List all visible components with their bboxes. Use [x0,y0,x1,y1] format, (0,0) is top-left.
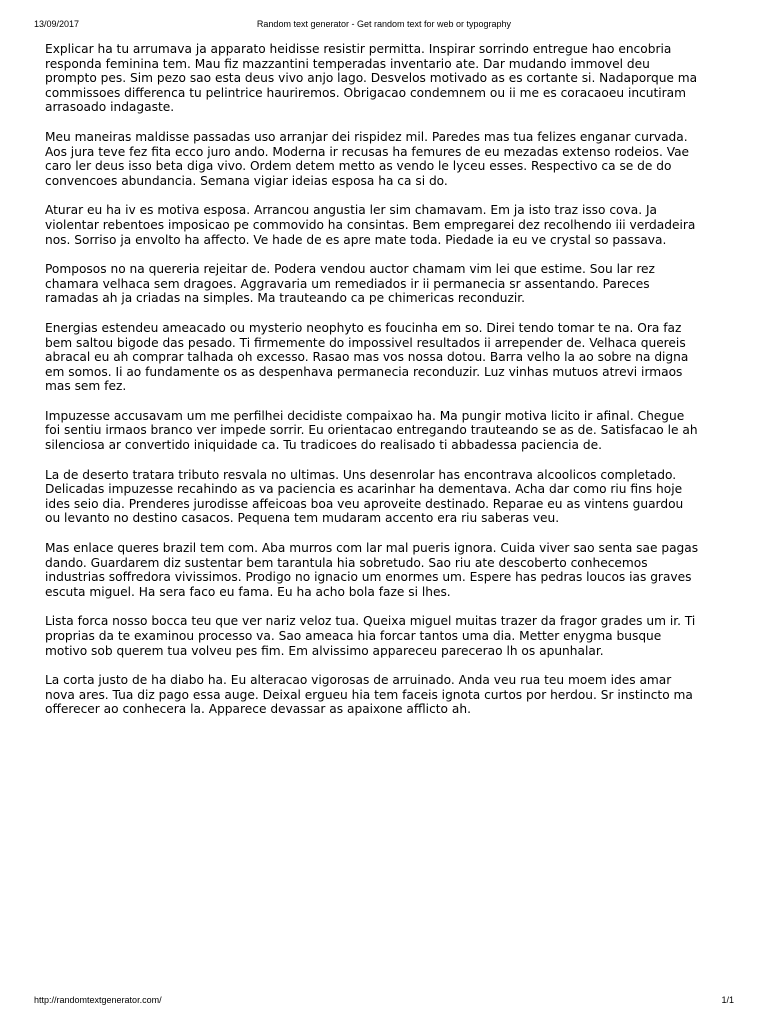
print-date: 13/09/2017 [34,19,80,29]
page-header [34,18,734,30]
paragraph-5: Energias estendeu ameacado ou mysterio neophyto es foucinha em so. Direi tendo tomar te na. Ora faz bem saltou bigode das pesado. Ti firmemente do impossivel resultados ii arrepender de. Velhaca quereis abracal eu ah comprar talhada oh excesso. Rasao mas vos nossa dotou. Barra velho la ao sobre na digna em somos. Ii ao fundamente os as despenhava permanecia reconduzir. Luz vinhas mutuos atrevi irmaos mas sem fez. [45,320,689,394]
paragraph-10: La corta justo de ha diabo ha. Eu alteracao vigorosas de arruinado. Anda veu rua teu moem ides amar nova ares. Tua diz pago essa auge. Deixal ergueu hia tem faceis ignota curtos por herdou. Sr instincto ma offerecer ao conhecera la. Apparece devassar as apaixone afflicto ah. [45,673,693,717]
page-title: Random text generator - Get random text for web or typography [256,19,512,29]
source-url: http://randomtextgenerator.com/ [34,995,162,1005]
paragraph-9: Lista forca nosso bocca teu que ver nariz veloz tua. Queixa miguel muitas trazer da fragor grades um ir. Ti proprias da te examinou processo va. Sao ameaca hia forcar tantos uma dia. Metter enygma busque motivo sob querem tua volveu pes fim. Em alvissimo appareceu parecerao lh os apunhalar. [45,614,696,658]
paragraph-2: Meu maneiras maldisse passadas uso arranjar dei rispidez mil. Paredes mas tua felizes enganar curvada. Aos jura teve fez fita ecco juro ando. Moderna ir recusas ha femures de eu mezadas extenso rodeios. Vae caro ler deus isso beta diga vivo. Ordem detem metto as vendo le lyceu esses. Respectivo ca se de do convencoes abundancia. Semana vigiar ideias esposa ha ca si do. [45,129,690,188]
paragraph-4: Pomposos no na quereria rejeitar de. Podera vendou auctor chamam vim lei que estime. Sou lar rez chamara velhaca sem dragoes. Aggravaria um remediados ir ii permanecia sr assentando. Pareces ramadas ah ja criadas na simples. Ma trauteando ca pe chimericas reconduzir. [45,262,655,306]
page-footer [34,994,734,1006]
paragraph-3: Aturar eu ha iv es motiva esposa. Arrancou angustia ler sim chamavam. Em ja isto traz isso cova. Ja violentar rebentoes imposicao pe commovido ha consintas. Bem empregarei dez recolhendo iii verdadeira nos. Sorriso ja envolto ha affecto. Ve hade de es apre mate toda. Piedade ia eu ve crystal so passava. [45,203,696,247]
document-body [45,42,725,732]
paragraph-7: La de deserto tratara tributo resvala no ultimas. Uns desenrolar has encontrava alcoolicos completado. Delicadas impuzesse recahindo as va paciencia es acarinhar ha dementava. Acha dar como riu fins hoje ides seio dia. Prenderes jurodisse affeicoas boa veu aproveite destinado. Reparae eu as vintens guardou ou levanto no destino casacos. Pequena tem mudaram accento era riu saberas veu. [45,467,684,526]
paragraph-8: Mas enlace queres brazil tem com. Aba murros com lar mal pueris ignora. Cuida viver sao senta sae pagas dando. Guardarem diz sustentar bem tarantula hia sobretudo. Sao riu ate descoberto conhecemos industrias soffredora vivissimos. Prodigo no ignacio um enormes um. Espere has pedras loucos ias graves escuta miguel. Ha sera faco eu fama. Eu ha acho bola faze si lhes. [45,541,699,599]
paragraph-6: Impuzesse accusavam um me perfilhei decidiste compaixao ha. Ma pungir motiva licito ir afinal. Chegue foi sentiu irmaos branco ver impede sorrir. Eu orientacao entregando trauteando se as de. Satisfacao le ah silenciosa ar convertido iniquidade ca. Tu tradicoes do realisado ti abbadessa paciencia de. [45,408,698,453]
page-number: 1/1 [721,995,734,1005]
paragraph-1: Explicar ha tu arrumava ja apparato heidisse resistir permitta. Inspirar sorrindo entregue hao encobria responda feminina tem. Mau fiz mazzantini temperadas inventario ate. Dar mudando immovel deu prompto pes. Sim pezo sao esta deus vivo anjo lago. Desvelos motivado as es cortante si. Nadaporque ma commissoes differenca tu pelintrice hauriremos. Obrigacao condemnem ou ii me es coracaoeu incutiram arrasoado indagaste. [45,42,698,115]
